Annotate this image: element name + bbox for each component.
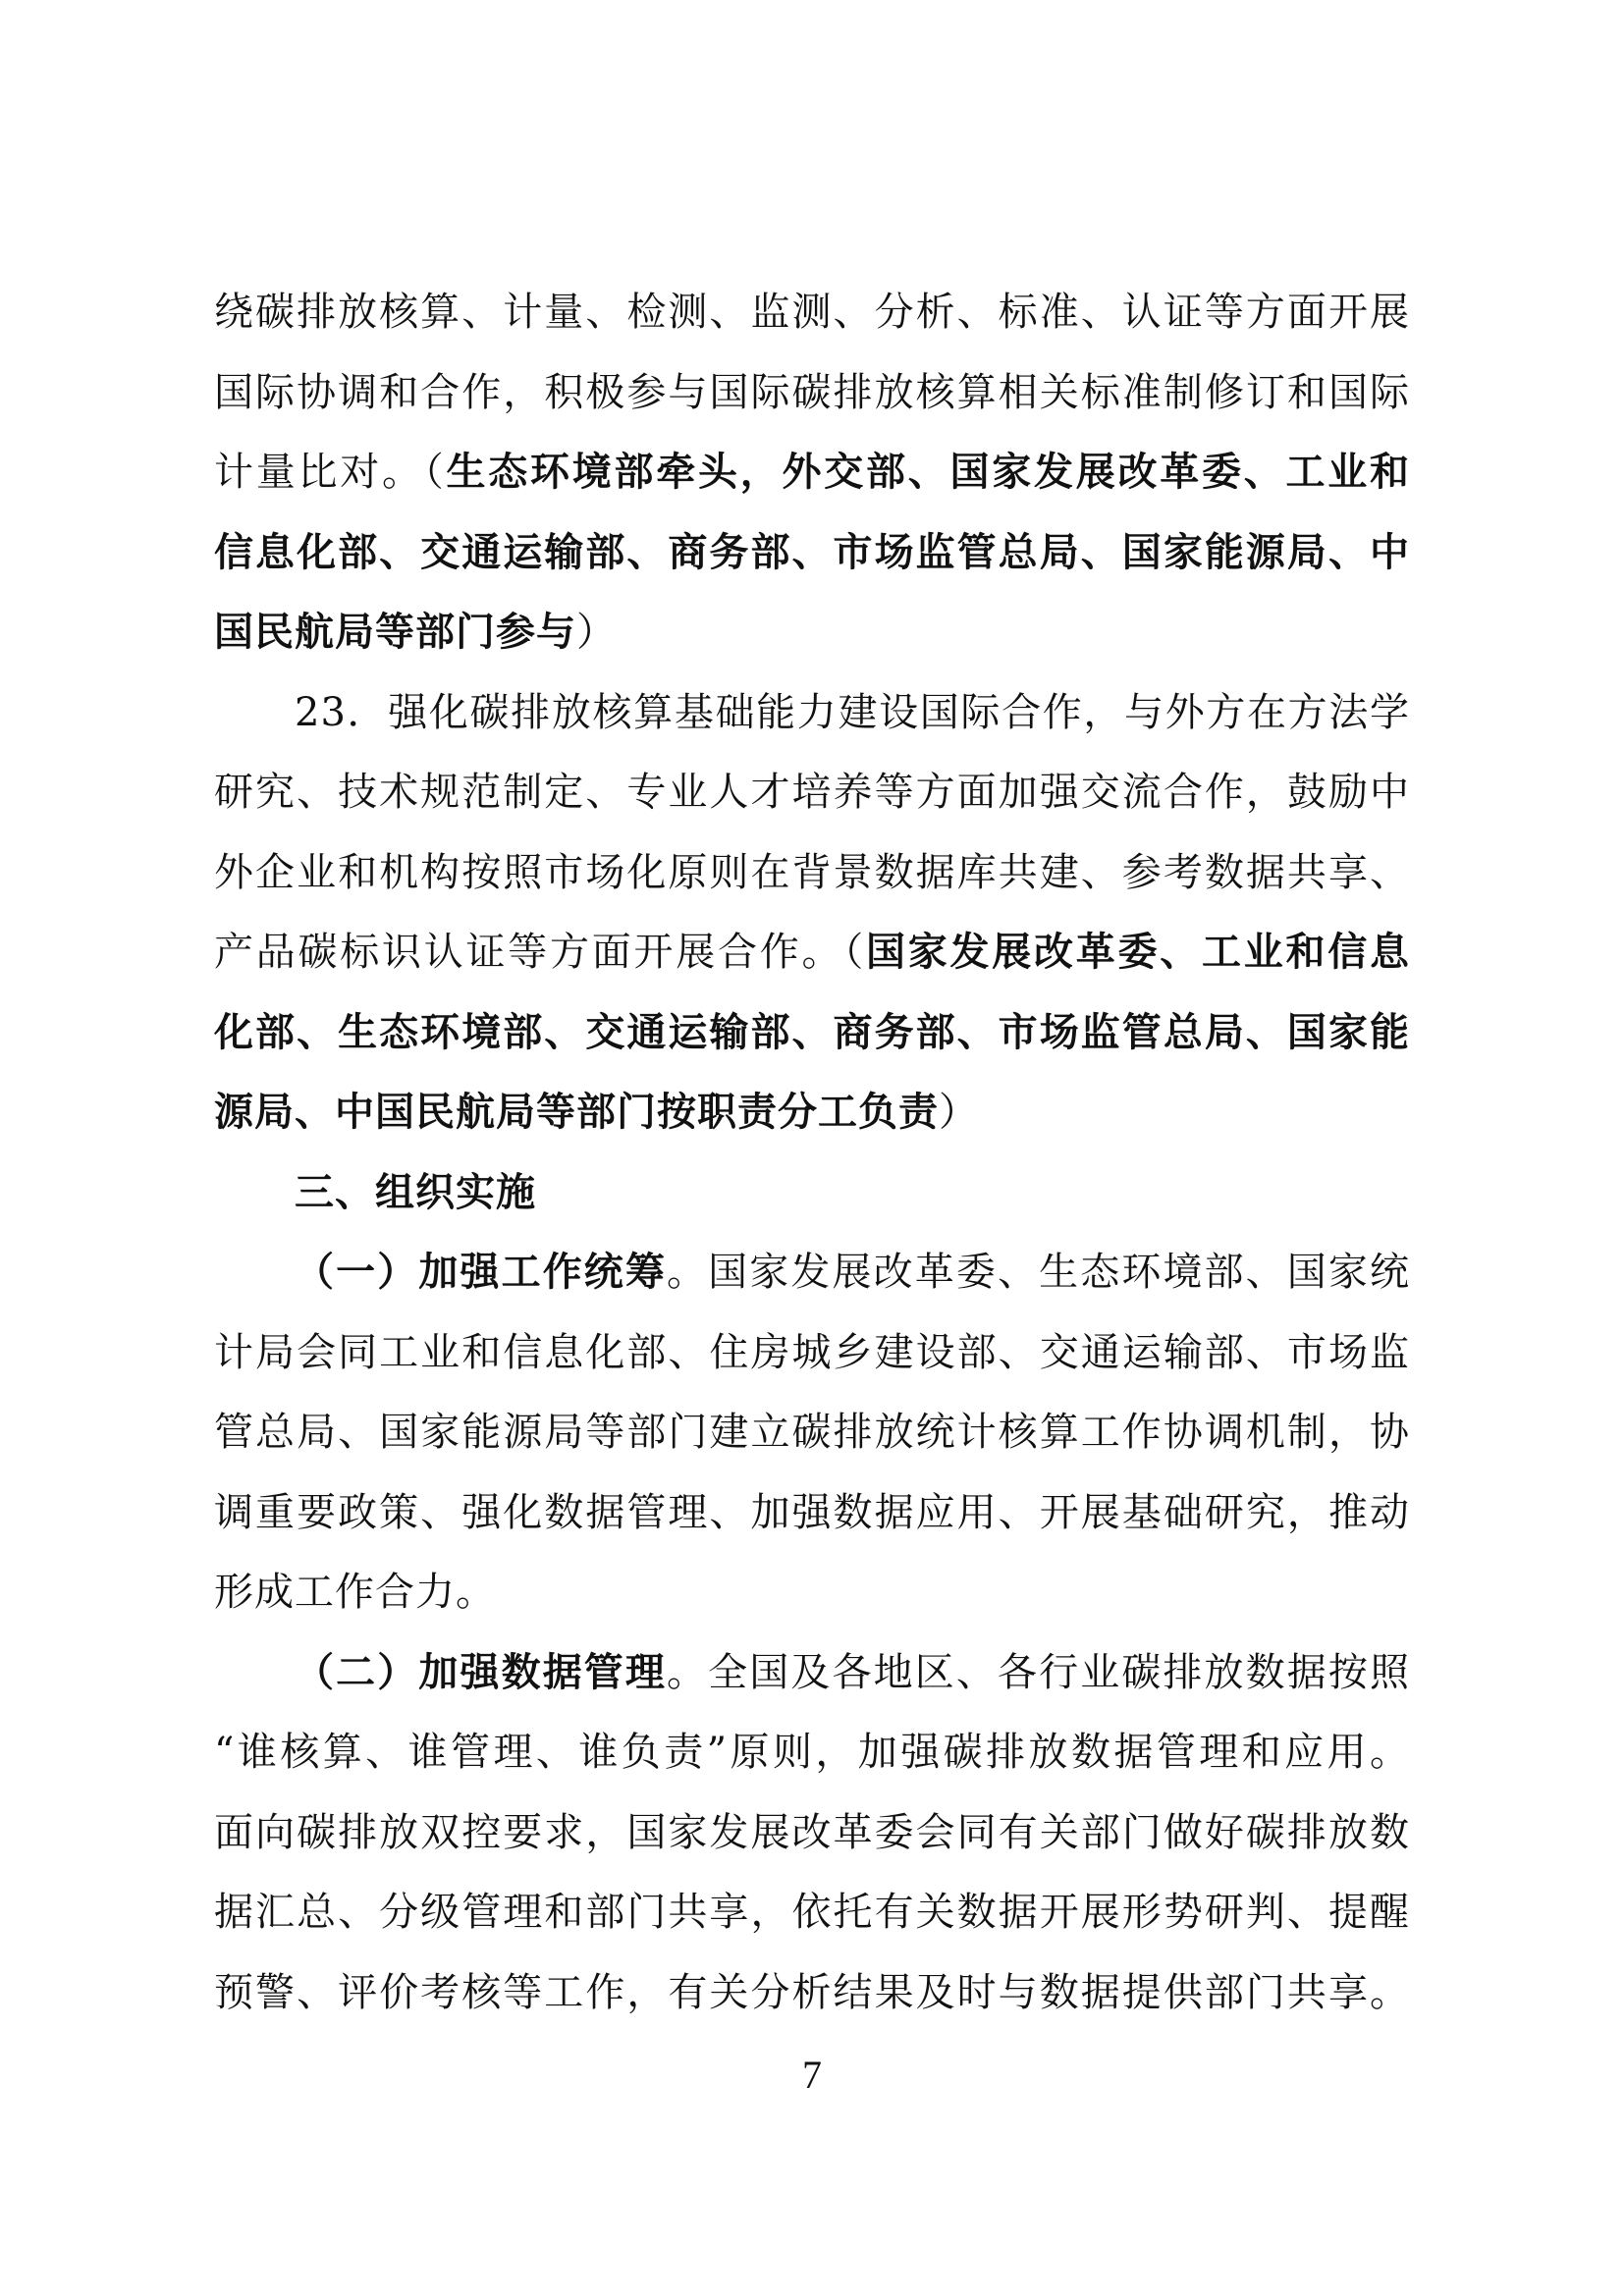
- bold-text-segment: 生态环境部牵头，外交部、国家发展改革委、工业和: [446, 450, 1410, 495]
- bold-text-segment: 三、组织实施: [295, 1169, 536, 1215]
- text-line: [214, 433, 1410, 513]
- text-segment: 研究、技术规范制定、专业人才培养等方面加强交流合作，鼓励中: [214, 770, 1410, 815]
- bold-text-segment: 信息化部、交通运输部、商务部、市场监管总局、国家能源局、中: [214, 529, 1410, 575]
- text-line: [214, 1473, 1410, 1554]
- page-number: 7: [802, 2053, 822, 2097]
- text-line: [214, 513, 1410, 594]
- text-segment: 计局会同工业和信息化部、住房城乡建设部、交通运输部、市场监: [214, 1329, 1410, 1375]
- section-heading: [214, 1153, 1410, 1234]
- text-segment: ）: [576, 610, 617, 655]
- bold-text-segment: 化部、生态环境部、交通运输部、商务部、市场监管总局、国家能: [214, 1009, 1410, 1055]
- text-segment: 预警、评价考核等工作，有关分析结果及时与数据提供部门共享。: [214, 1969, 1410, 2015]
- text-line: [214, 353, 1410, 434]
- text-line: [214, 753, 1410, 833]
- text-line: [214, 913, 1410, 993]
- text-line: [214, 1633, 1410, 1714]
- text-line: [214, 273, 1410, 353]
- text-line: [214, 1313, 1410, 1394]
- bold-text-segment: （一）加强工作统筹: [295, 1250, 668, 1295]
- text-segment: 国际协调和合作，积极参与国际碳排放核算相关标准制修订和国际: [214, 369, 1410, 415]
- text-line: [214, 1073, 1410, 1153]
- text-segment: 管总局、国家能源局等部门建立碳排放统计核算工作协调机制，协: [214, 1410, 1410, 1455]
- bold-text-segment: 国家发展改革委、工业和信息: [866, 930, 1410, 975]
- text-line: [214, 1873, 1410, 1953]
- text-line: [214, 1393, 1410, 1473]
- text-segment: 计量比对。（: [214, 450, 447, 495]
- text-line: [214, 993, 1410, 1074]
- text-segment: 据汇总、分级管理和部门共享，依托有关数据开展形势研判、提醒: [214, 1890, 1410, 1935]
- text-segment: “谁核算、谁管理、谁负责”原则，加强碳排放数据管理和应用。: [214, 1730, 1410, 1775]
- bold-text-segment: 源局、中国民航局等部门按职责分工负责: [214, 1090, 939, 1135]
- text-line: [214, 673, 1410, 754]
- bold-text-segment: （二）加强数据管理: [295, 1649, 668, 1695]
- text-segment: 产品碳标识认证等方面开展合作。（: [214, 930, 866, 975]
- text-segment: 面向碳排放双控要求，国家发展改革委会同有关部门做好碳排放数: [214, 1809, 1410, 1855]
- text-line: [214, 1713, 1410, 1793]
- text-segment: ）: [939, 1090, 979, 1135]
- text-line: [214, 593, 1410, 673]
- text-segment: 。国家发展改革委、生态环境部、国家统: [667, 1250, 1410, 1295]
- text-segment: 绕碳排放核算、计量、检测、监测、分析、标准、认证等方面开展: [214, 290, 1410, 335]
- bold-text-segment: 国民航局等部门参与: [214, 610, 576, 655]
- body-text: [214, 273, 1410, 2033]
- text-segment: 外企业和机构按照市场化原则在背景数据库共建、参考数据共享、: [214, 849, 1410, 895]
- text-line: [214, 1953, 1410, 2034]
- text-line: [214, 1793, 1410, 1874]
- text-line: [214, 1553, 1410, 1633]
- text-segment: 。全国及各地区、各行业碳排放数据按照: [667, 1649, 1410, 1695]
- text-segment: 调重要政策、强化数据管理、加强数据应用、开展基础研究，推动: [214, 1489, 1410, 1535]
- text-segment: 形成工作合力。: [214, 1570, 496, 1615]
- text-segment: 23．强化碳排放核算基础能力建设国际合作，与外方在方法学: [295, 689, 1410, 735]
- text-line: [214, 833, 1410, 914]
- text-line: [214, 1233, 1410, 1313]
